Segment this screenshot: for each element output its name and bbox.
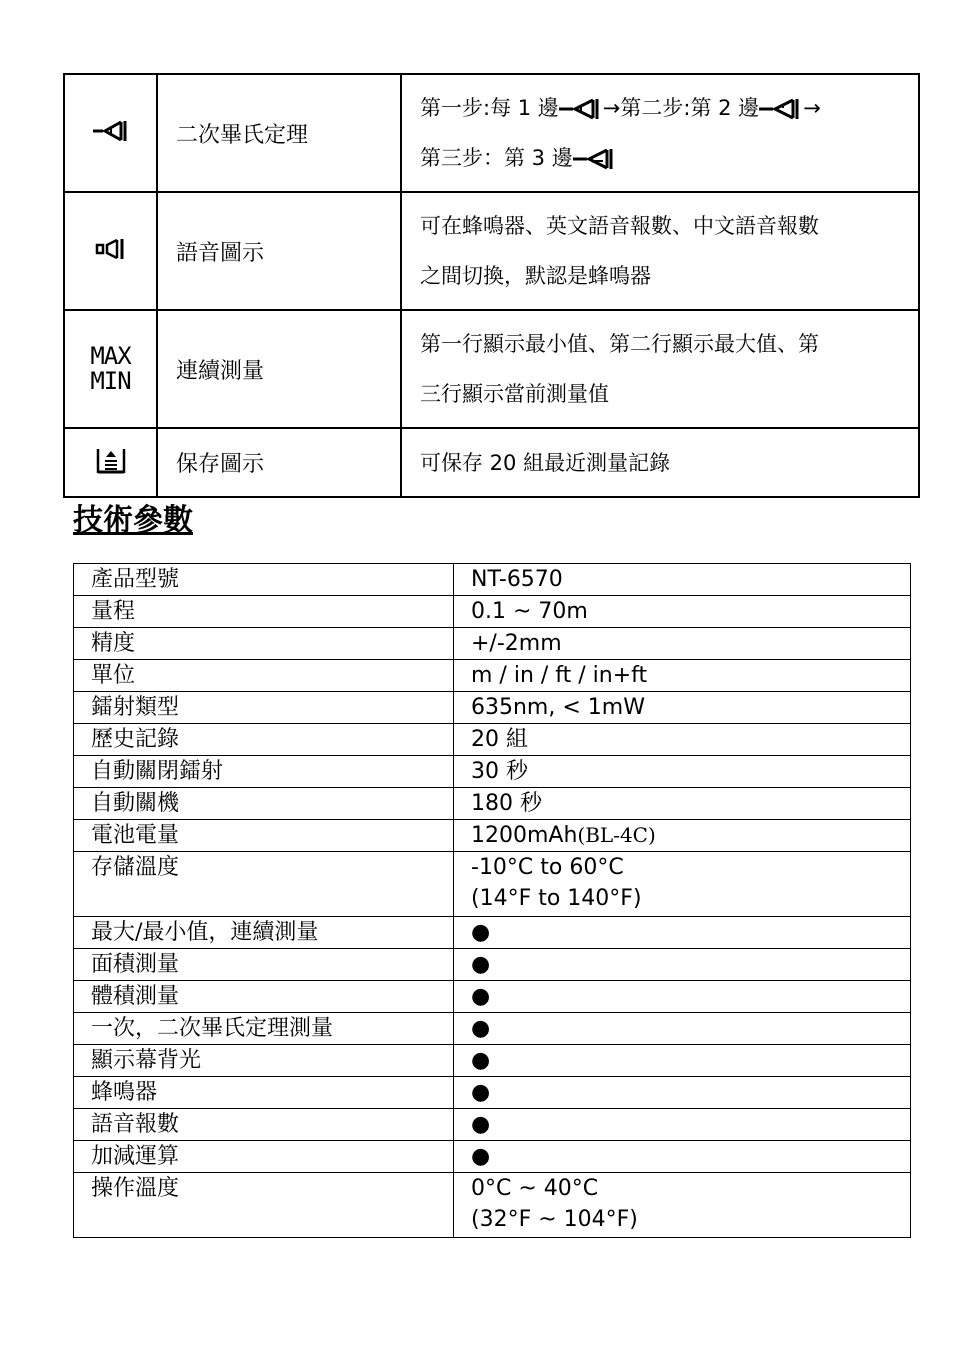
arrow-text: → xyxy=(803,96,821,120)
side-two-icon xyxy=(759,97,803,121)
description-line: 三行顯示當前測量值 xyxy=(420,382,609,406)
spec-key: 自動關機 xyxy=(74,788,454,820)
spec-key: 存儲溫度 xyxy=(74,852,454,917)
table-row xyxy=(64,74,919,192)
save-icon xyxy=(95,447,127,475)
spec-key: 體積測量 xyxy=(74,981,454,1013)
spec-key: 顯示幕背光 xyxy=(74,1045,454,1077)
spec-value: 180 秒 xyxy=(454,788,911,820)
spec-key: 量程 xyxy=(74,596,454,628)
icon-description xyxy=(401,74,919,192)
icon-name: 保存圖示 xyxy=(157,428,401,497)
step-one-text: 第一步:每 1 邊 xyxy=(420,96,559,120)
table-row xyxy=(74,724,911,756)
spec-value xyxy=(454,1173,911,1238)
spec-value: 30 秒 xyxy=(454,756,911,788)
step-two-text: →第二步:第 2 邊 xyxy=(602,96,760,120)
step-three-text: 第三步：第 3 邊 xyxy=(420,146,573,170)
feature-bullet: ● xyxy=(454,1045,911,1077)
spec-value xyxy=(454,820,911,852)
value-line: 0°C ~ 40°C xyxy=(471,1176,599,1201)
spec-key: 操作溫度 xyxy=(74,1173,454,1238)
table-row xyxy=(74,949,911,981)
icon-name: 連續測量 xyxy=(157,310,401,428)
max-label: MAX xyxy=(90,342,131,370)
table-row xyxy=(64,428,919,497)
spec-key: 精度 xyxy=(74,628,454,660)
table-row xyxy=(74,1013,911,1045)
feature-bullet: ● xyxy=(454,981,911,1013)
description-line: 第一行顯示最小值、第二行顯示最大值、第 xyxy=(420,332,819,356)
spec-key: 電池電量 xyxy=(74,820,454,852)
feature-bullet: ● xyxy=(454,917,911,949)
icon-description xyxy=(401,192,919,310)
table-row xyxy=(74,596,911,628)
max-min-icon xyxy=(90,344,130,394)
spec-key: 加減運算 xyxy=(74,1141,454,1173)
table-row xyxy=(74,1045,911,1077)
spec-key: 語音報數 xyxy=(74,1109,454,1141)
spec-key: 最大/最小值，連續測量 xyxy=(74,917,454,949)
table-row xyxy=(64,192,919,310)
icon-cell xyxy=(64,310,157,428)
table-row xyxy=(74,1141,911,1173)
table-row xyxy=(74,692,911,724)
feature-bullet: ● xyxy=(454,1109,911,1141)
table-row xyxy=(74,1109,911,1141)
table-row xyxy=(74,917,911,949)
table-row xyxy=(74,852,911,917)
table-row xyxy=(74,564,911,596)
table-row xyxy=(74,788,911,820)
table-row xyxy=(74,628,911,660)
icon-cell xyxy=(64,74,157,192)
value-line: -10°C to 60°C xyxy=(471,855,624,880)
spec-key: 鐳射類型 xyxy=(74,692,454,724)
spec-value: m / in / ft / in+ft xyxy=(454,660,911,692)
table-row xyxy=(74,660,911,692)
spec-key: 自動關閉鐳射 xyxy=(74,756,454,788)
icon-cell xyxy=(64,428,157,497)
spec-value: 20 組 xyxy=(454,724,911,756)
spec-key: 蜂鳴器 xyxy=(74,1077,454,1109)
battery-model: (BL-4C) xyxy=(577,823,656,847)
spec-key: 一次，二次畢氏定理測量 xyxy=(74,1013,454,1045)
icon-cell xyxy=(64,192,157,310)
icon-name: 二次畢氏定理 xyxy=(157,74,401,192)
spec-key: 單位 xyxy=(74,660,454,692)
spec-value: 0.1 ~ 70m xyxy=(454,596,911,628)
feature-bullet: ● xyxy=(454,1077,911,1109)
feature-bullet: ● xyxy=(454,1013,911,1045)
spec-value: +/-2mm xyxy=(454,628,911,660)
feature-bullet: ● xyxy=(454,1141,911,1173)
table-row xyxy=(74,756,911,788)
section-heading: 技術參數 xyxy=(73,503,193,538)
feature-bullet: ● xyxy=(454,949,911,981)
table-row xyxy=(74,1077,911,1109)
double-pythagoras-icon xyxy=(91,119,131,143)
min-label: MIN xyxy=(90,367,131,395)
spec-key: 產品型號 xyxy=(74,564,454,596)
side-three-icon xyxy=(573,147,617,171)
table-row xyxy=(64,310,919,428)
description-line: 可在蜂鳴器、英文語音報數、中文語音報數 xyxy=(420,214,819,238)
spec-value: NT-6570 xyxy=(454,564,911,596)
battery-capacity: 1200mAh xyxy=(471,823,578,848)
side-one-icon xyxy=(559,97,603,121)
spec-key: 歷史記錄 xyxy=(74,724,454,756)
spec-value: 635nm, < 1mW xyxy=(454,692,911,724)
icon-description xyxy=(401,310,919,428)
value-line: (14°F to 140°F) xyxy=(471,886,642,911)
icon-name: 語音圖示 xyxy=(157,192,401,310)
description-line: 之間切換，默認是蜂鳴器 xyxy=(420,264,651,288)
table-row xyxy=(74,1173,911,1238)
spec-value xyxy=(454,852,911,917)
voice-icon xyxy=(95,237,127,261)
icon-description: 可保存 20 組最近測量記錄 xyxy=(401,428,919,497)
table-row xyxy=(74,820,911,852)
spec-table xyxy=(73,563,911,1238)
spec-key: 面積測量 xyxy=(74,949,454,981)
icon-legend-table xyxy=(63,73,920,498)
value-line: (32°F ~ 104°F) xyxy=(471,1207,638,1232)
table-row xyxy=(74,981,911,1013)
